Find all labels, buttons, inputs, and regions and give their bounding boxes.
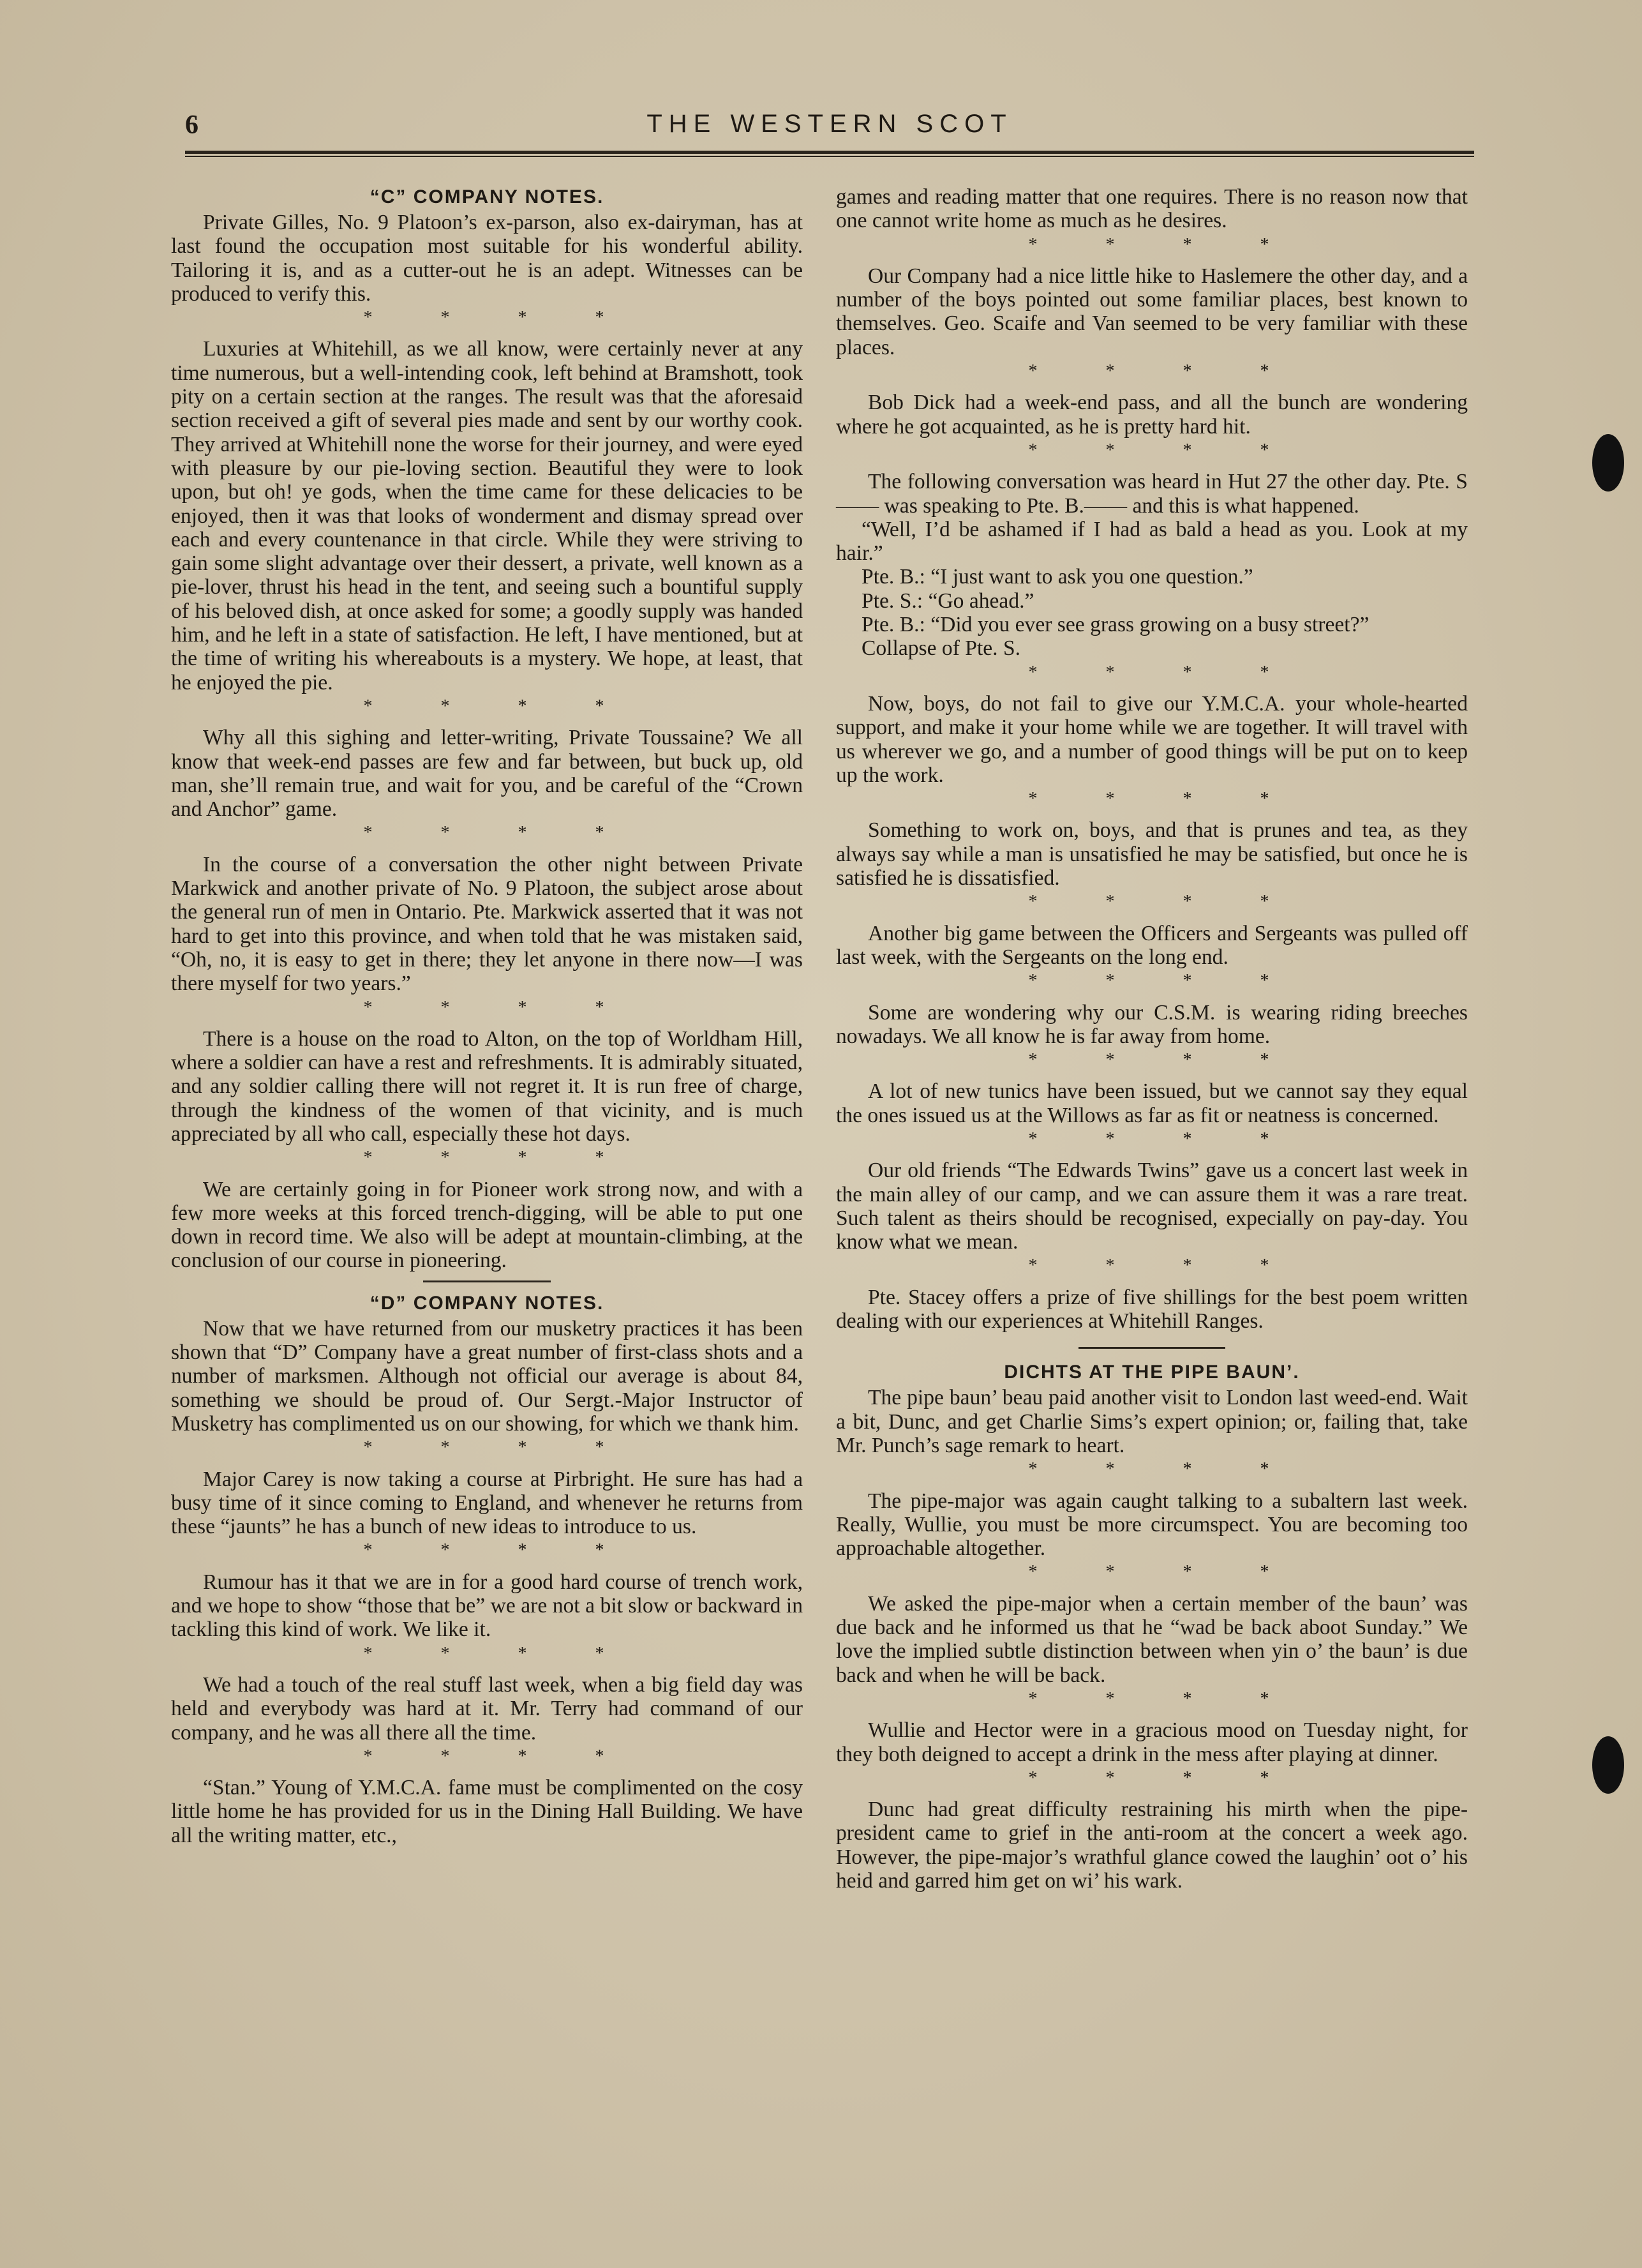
section-separator: * * * *	[1028, 361, 1301, 382]
running-header	[185, 110, 1474, 148]
section-separator: * * * *	[1028, 1562, 1301, 1582]
section-separator: * * * *	[1028, 1256, 1301, 1276]
section-separator: * * * *	[1028, 234, 1301, 255]
binding-hole	[1592, 434, 1624, 492]
c-company-paragraph: In the course of a conversation the other night between Private Markwick and another private of No. 9 Platoon, the subject arose about the general run of men in Ontario. Pte. Markwick asserted that it was not hard to get into this province, and when told that he was mistaken said, “Oh, no, it is easy to get in there; they let anyone in there now—I was there myself for two years.”	[171, 852, 803, 996]
section-separator: * * * *	[363, 696, 636, 716]
section-separator: * * * *	[363, 1540, 636, 1561]
page-number: 6	[185, 110, 200, 140]
section-separator: * * * *	[1028, 1459, 1301, 1480]
conversation-line: Pte. B.: “Did you ever see grass growing on a busy street?”	[862, 613, 1370, 637]
section-separator: * * * *	[363, 1438, 636, 1458]
d-company-paragraph: Now, boys, do not fail to give our Y.M.C.A. your whole-hearted support, and make it your home while we are together. It will travel with us wherever we go, and a number of good things will be put on to keep up the work.	[836, 691, 1468, 787]
section-separator: * * * *	[1028, 1768, 1301, 1788]
conversation-intro: The following conversation was heard in Hut 27 the other day. Pte. S—— was speaking to Pte. B.—— and this is what happened.	[836, 470, 1468, 518]
section-separator: * * * *	[1028, 1129, 1301, 1149]
d-company-paragraph: Now that we have returned from our musketry practices it has been shown that “D” Company have a great number of first-class shots and a number of marksmen. Although not official our average is about 84, something we should be proud of. Our Sergt.-Major Instructor of Musketry has complimented us on our showing, for which we thank him.	[171, 1316, 803, 1436]
c-company-paragraph: Luxuries at Whitehill, as we all know, were certainly never at any time numerous, but a well-intending cook, left behind at Bramshott, took pity on a certain section at the ranges. The result was that the aforesaid section received a gift of several pies made and sent by our worthy cook. They arrived at Whitehill none the worse for their journey, and were eyed with pleasure by our pie-loving section. Beautiful they were to look upon, but oh! ye gods, when the time came for these delicacies to be enjoyed, then it was that looks of wonderment and dismay spread over each and every countenance in that circle. While they were striving to gain some slight advantage over their dessert, a private, well known as a pie-lover, thrust his head in the tent, and seeing such a bountiful supply of his beloved dish, at once asked for some; a goodly supply was handed him, and he left in a state of satisfaction. He left, I have mentioned, but at the time of writing his whereabouts is a mystery. We hope, at least, that he enjoyed the pie.	[171, 337, 803, 695]
section-separator: * * * *	[1028, 662, 1301, 682]
section-rule	[423, 1280, 551, 1282]
section-separator: * * * *	[363, 997, 636, 1018]
d-company-paragraph: Another big game between the Officers and Sergeants was pulled off last week, with the Sergeants on the long end.	[836, 921, 1468, 969]
section-rule	[1078, 1347, 1225, 1349]
section-separator: * * * *	[363, 308, 636, 328]
c-company-paragraph: Why all this sighing and letter-writing, Private Toussaine? We all know that week-end passes are few and far between, but buck up, old man, she’ll remain true, and wait for you, and be careful of the “Crown and Anchor” game.	[171, 726, 803, 822]
section-separator: * * * *	[1028, 1050, 1301, 1070]
dichts-paragraph: The pipe baun’ beau paid another visit to London last weed-end. Wait a bit, Dunc, and get Charlie Sims’s expert opinion; or, failing that, take Mr. Punch’s sage remark to heart.	[836, 1386, 1468, 1457]
left-column	[171, 185, 803, 1847]
d-company-paragraph: Rumour has it that we are in for a good hard course of trench work, and we hope to show “those that be” we are not a bit slow or backward in tackling this kind of work. We like it.	[171, 1570, 803, 1642]
conversation-line: Collapse of Pte. S.	[862, 636, 1021, 661]
section-separator: * * * *	[363, 1746, 636, 1766]
d-company-paragraph: We had a touch of the real stuff last week, when a big field day was held and everybody was hard at it. Mr. Terry had command of our company, and he was all there all the time.	[171, 1672, 803, 1745]
section-separator: * * * *	[1028, 440, 1301, 460]
journal-title: THE WESTERN SCOT	[646, 110, 1013, 138]
c-company-paragraph: We are certainly going in for Pioneer work strong now, and with a few more weeks at this forced trench-digging, will be able to put one down in record time. We also will be adept at mountain-climbing, at the conclusion of our course in pioneering.	[171, 1177, 803, 1273]
d-company-paragraph: “Stan.” Young of Y.M.C.A. fame must be complimented on the cosy little home he has provided for us in the Dining Hall Building. We have all the writing matter, etc.,	[171, 1776, 803, 1847]
section-separator: * * * *	[363, 823, 636, 843]
continued-paragraph: games and reading matter that one requires. There is no reason now that one cannot write home as much as he desires.	[836, 185, 1468, 233]
d-company-paragraph: Our Company had a nice little hike to Haslemere the other day, and a number of the boys pointed out some familiar places, best known to themselves. Geo. Scaife and Van seemed to be very familiar with these places.	[836, 264, 1468, 359]
dichts-paragraph: The pipe-major was again caught talking to a subaltern last week. Really, Wullie, you must be more circumspect. You are becoming too approachable altogether.	[836, 1489, 1468, 1561]
header-rule	[185, 151, 1474, 157]
c-company-paragraph: There is a house on the road to Alton, on the top of Worldham Hill, where a soldier can have a rest and refreshments. It is admirably situated, and any soldier calling there will not regret it. It is run free of charge, through the kindness of the women of that vicinity, and is much appreciated by all who call, especially these hot days.	[171, 1026, 803, 1146]
right-column	[836, 185, 1468, 1893]
d-company-paragraph: Some are wondering why our C.S.M. is wearing riding breeches nowadays. We all know he is far away from home.	[836, 1000, 1468, 1048]
d-company-paragraph: Something to work on, boys, and that is prunes and tea, as they always say while a man is unsatisfied he may be satisfied, but once he is satisfied he is dissatisfied.	[836, 818, 1468, 890]
conversation-line: “Well, I’d be ashamed if I had as bald a head as you. Look at my hair.”	[836, 517, 1468, 566]
c-company-heading: “C” COMPANY NOTES.	[369, 186, 604, 207]
conversation-line: Pte. B.: “I just want to ask you one question.”	[862, 565, 1253, 589]
dichts-paragraph: Dunc had great difficulty restraining his mirth when the pipe-president came to grief in the anti-room at the concert a week ago. However, the pipe-major’s wrathful glance cowed the laughin’ oot o’ his heid and garred him get on wi’ his wark.	[836, 1798, 1468, 1893]
dichts-paragraph: We asked the pipe-major when a certain member of the baun’ was due back and he informed us that he “wad be back aboot Sunday.” We love the implied subtle distinction between when yin o’ the baun’ is due back and when he will be back.	[836, 1591, 1468, 1687]
d-company-paragraph: A lot of new tunics have been issued, but we cannot say they equal the ones issued us at the Willows as far as fit or neatness is concerned.	[836, 1079, 1468, 1127]
section-separator: * * * *	[363, 1148, 636, 1168]
d-company-paragraph: Major Carey is now taking a course at Pirbright. He sure has had a busy time of it since coming to England, and whenever he returns from these “jaunts” he has a bunch of new ideas to introduce to us.	[171, 1467, 803, 1539]
d-company-paragraph: Pte. Stacey offers a prize of five shillings for the best poem written dealing with our experiences at Whitehill Ranges.	[836, 1285, 1468, 1333]
dichts-paragraph: Wullie and Hector were in a gracious mood on Tuesday night, for they both deigned to accept a drink in the mess after playing at dinner.	[836, 1718, 1468, 1766]
section-separator: * * * *	[1028, 892, 1301, 912]
d-company-heading: “D” COMPANY NOTES.	[369, 1292, 604, 1314]
d-company-paragraph: Our old friends “The Edwards Twins” gave us a concert last week in the main alley of our camp, and we can assure them it was a rare treat. Such talent as theirs should be recognised, expecially on pay-day. You know what we mean.	[836, 1159, 1468, 1254]
conversation-line: Pte. S.: “Go ahead.”	[862, 589, 1034, 613]
section-separator: * * * *	[1028, 789, 1301, 809]
section-separator: * * * *	[1028, 971, 1301, 991]
dichts-heading: DICHTS AT THE PIPE BAUN’.	[1004, 1362, 1300, 1383]
c-company-paragraph: Private Gilles, No. 9 Platoon’s ex-parson, also ex-dairyman, has at last found the occupation most suitable for his wonderful ability. Tailoring it is, and as a cutter-out he is an adept. Witnesses can be produced to verify this.	[171, 211, 803, 306]
section-separator: * * * *	[363, 1643, 636, 1663]
binding-hole	[1592, 1736, 1624, 1794]
d-company-paragraph: Bob Dick had a week-end pass, and all the bunch are wondering where he got acquainted, as he is pretty hard hit.	[836, 391, 1468, 439]
section-separator: * * * *	[1028, 1688, 1301, 1709]
